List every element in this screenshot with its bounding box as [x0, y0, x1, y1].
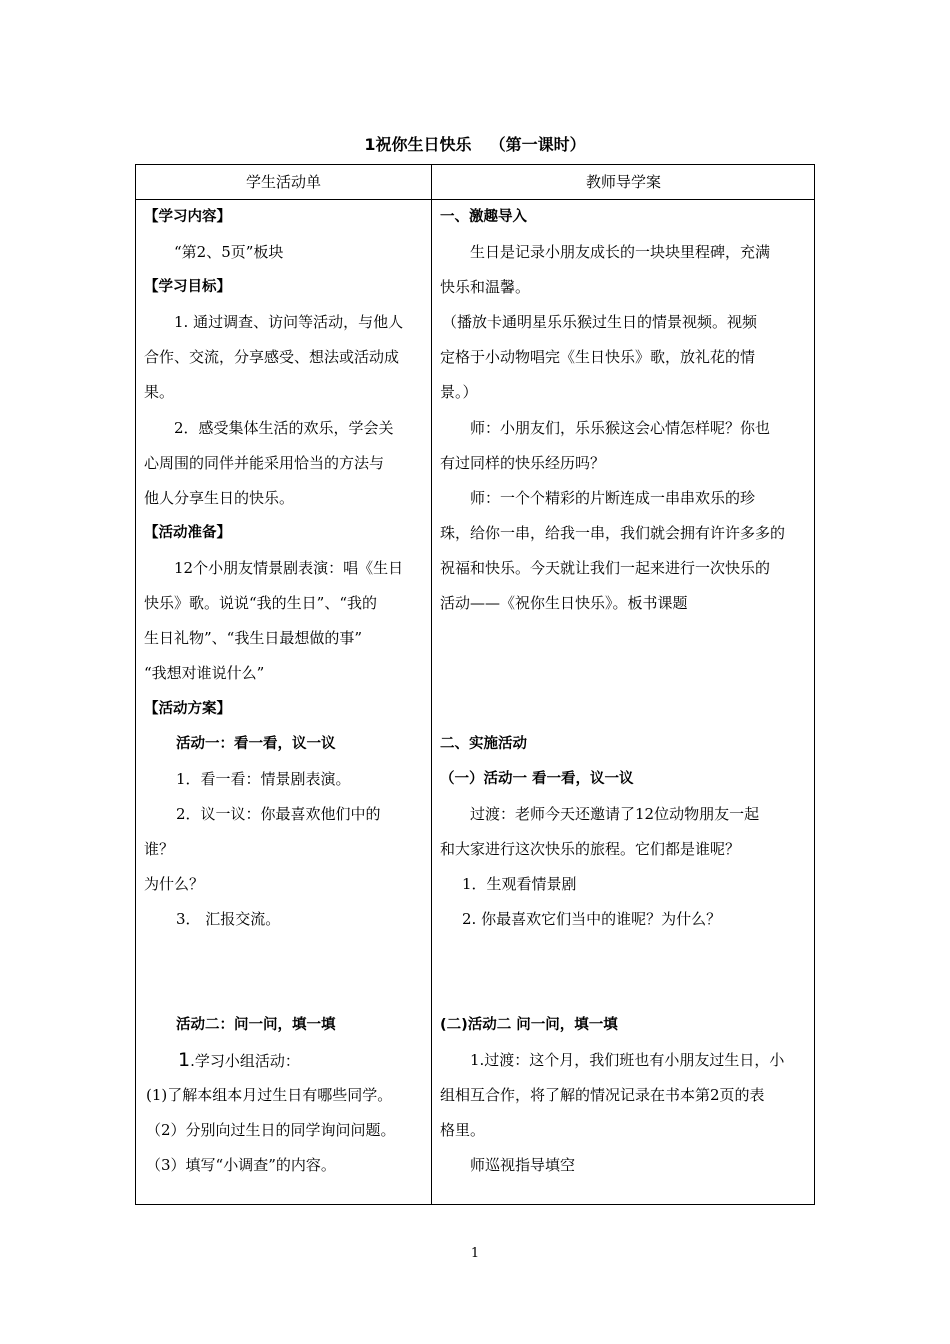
text-line: [178, 1047, 300, 1073]
text-line: 2．议一议：你最喜欢他们中的: [176, 805, 381, 823]
text-line: 师：一个个精彩的片断连成一串串欢乐的珍: [470, 489, 756, 507]
text-line: 1. 通过调查、访问等活动，与他人: [174, 313, 404, 331]
text-line: 合作、交流，分享感受、想法或活动成: [144, 348, 400, 366]
column-divider: [431, 165, 432, 1204]
text-line: 生日礼物”、“我生日最想做的事”: [144, 629, 363, 647]
text-line: 谁？: [144, 840, 175, 858]
text-line: （3）填写“小调查”的内容。: [146, 1156, 336, 1174]
text-line: 定格于小动物唱完《生日快乐》歌，放礼花的情: [440, 348, 756, 366]
text-line: 组相互合作，将了解的情况记录在书本第2页的表: [440, 1086, 765, 1104]
text-line: 1.过渡：这个月，我们班也有小朋友过生日，小: [470, 1051, 785, 1069]
text-line: 他人分享生日的快乐。: [144, 489, 295, 507]
header-divider: [136, 199, 814, 200]
text-line: 生日是记录小朋友成长的一块块里程碑，充满: [470, 243, 771, 261]
text-line: 1．看一看：情景剧表演。: [176, 770, 351, 788]
text-line: 珠，给你一串，给我一串，我们就会拥有许许多多的: [440, 524, 786, 542]
header-student-activity: 学生活动单: [245, 173, 321, 191]
section-heading: 二、实施活动: [440, 736, 527, 752]
text-line: 和大家进行这次快乐的旅程。它们都是谁呢？: [440, 840, 741, 858]
text-line: 快乐》歌。说说“我的生日”、“我的: [144, 594, 378, 612]
activity-heading: 活动二：问一问，填一填: [176, 1017, 336, 1033]
section-heading: 【活动准备】: [144, 525, 231, 541]
activity-heading: (二)活动二 问一问，填一填: [440, 1017, 618, 1033]
list-text: .学习小组活动：: [190, 1052, 300, 1070]
page-title: [0, 132, 950, 158]
activity-heading: （一）活动一 看一看，议一议: [440, 771, 634, 787]
text-line: 景。）: [440, 383, 478, 401]
activity-heading: 活动一：看一看，议一议: [176, 736, 336, 752]
text-line: (1)了解本组本月过生日有哪些同学。: [146, 1086, 393, 1104]
section-heading: 【学习内容】: [144, 209, 231, 225]
text-line: 1．生观看情景剧: [462, 875, 577, 893]
text-line: 祝福和快乐。今天就让我们一起来进行一次快乐的: [440, 559, 771, 577]
text-line: 格里。: [440, 1121, 486, 1139]
text-line: 快乐和温馨。: [440, 278, 531, 296]
page-number: 1: [470, 1246, 480, 1261]
section-heading: 【活动方案】: [144, 701, 231, 717]
text-line: “我想对谁说什么”: [144, 664, 265, 682]
title-main: 1祝你生日快乐: [364, 135, 472, 154]
text-line: 师：小朋友们，乐乐猴这会心情怎样呢？你也: [470, 419, 771, 437]
header-teacher-guide: 教师导学案: [585, 173, 661, 191]
text-line: 有过同样的快乐经历吗？: [440, 454, 606, 472]
lesson-table: [135, 164, 815, 1205]
text-line: 活动——《祝你生日快乐》。板书课题: [440, 594, 688, 612]
text-line: 过渡：老师今天还邀请了12位动物朋友一起: [470, 805, 760, 823]
section-heading: 一、激趣导入: [440, 209, 527, 225]
text-line: 2．感受集体生活的欢乐，学会关: [174, 419, 394, 437]
text-line: 师巡视指导填空: [470, 1156, 576, 1174]
text-line: 3． 汇报交流。: [176, 910, 281, 928]
text-line: 12个小朋友情景剧表演：唱《生日: [174, 559, 404, 577]
section-heading: 【学习目标】: [144, 279, 231, 295]
text-line: 果。: [144, 383, 175, 401]
list-number: 1: [178, 1049, 191, 1071]
title-sub: （第一课时）: [489, 135, 586, 154]
text-line: 2. 你最喜欢它们当中的谁呢？为什么？: [462, 910, 722, 928]
text-line: 心周围的同伴并能采用恰当的方法与: [144, 454, 385, 472]
text-line: （2）分别向过生日的同学询问问题。: [146, 1121, 396, 1139]
text-line: “第2、5页”板块: [174, 243, 284, 261]
text-line: 为什么？: [144, 875, 205, 893]
text-line: （播放卡通明星乐乐猴过生日的情景视频。视频: [442, 313, 758, 331]
